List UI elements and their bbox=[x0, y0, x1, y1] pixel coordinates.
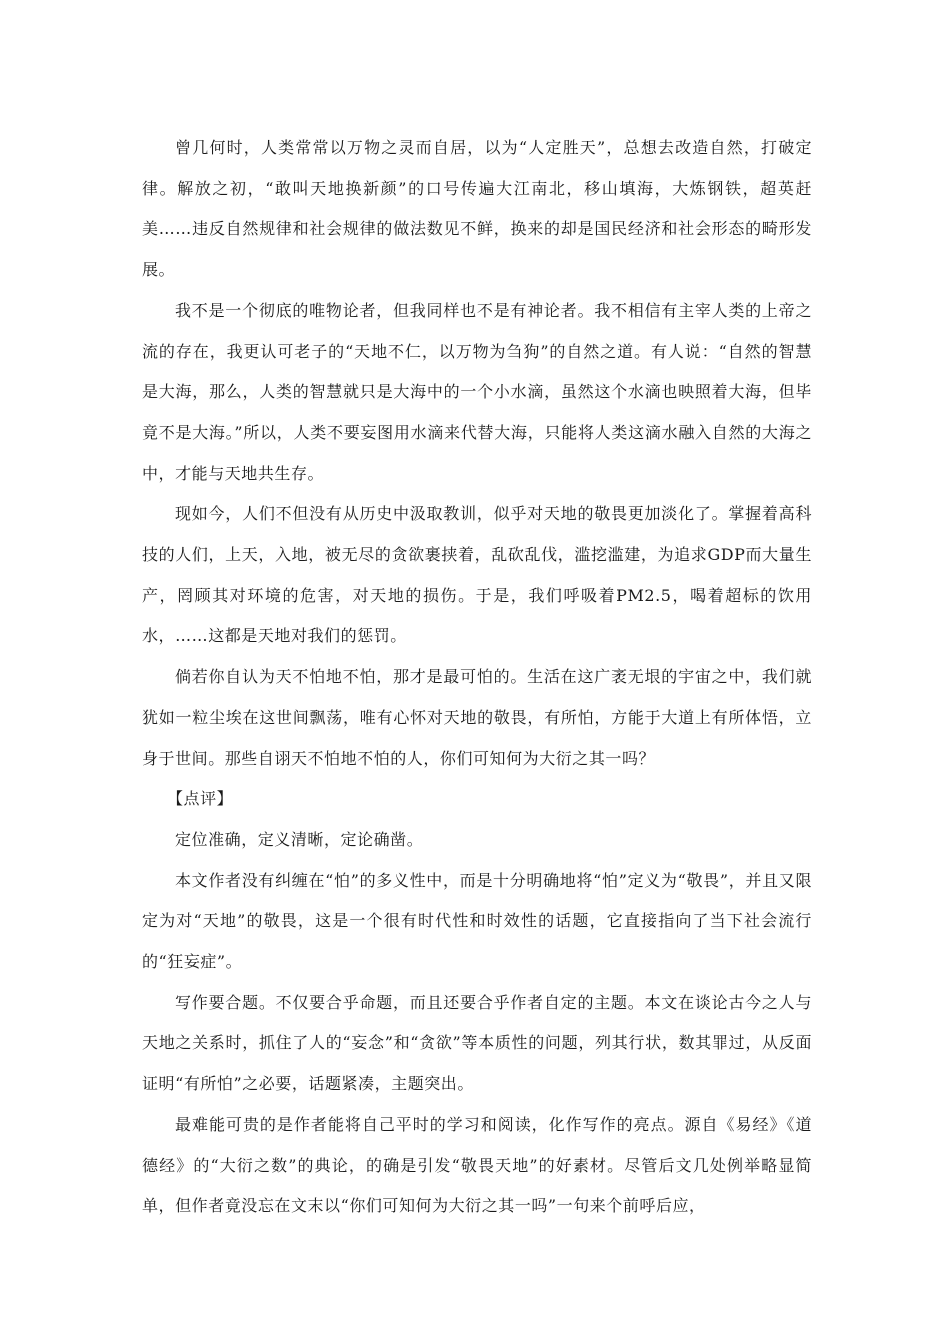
essay-paragraph-3: 现如今，人们不但没有从历史中汲取教训，似乎对天地的敬畏更加淡化了。掌握着高科技的人们，上天，入地，被无尽的贪欲裹挟着，乱砍乱伐，滥挖滥建，为追求GDP而大量生产，罔顾其对环境的危害，对天地的损伤。于是，我们呼吸着PM2.5，喝着超标的饮用水，……这都是天地对我们的惩罚。 bbox=[142, 504, 812, 646]
review-heading: 【点评】 bbox=[167, 789, 234, 809]
essay-paragraph-2: 我不是一个彻底的唯物论者，但我同样也不是有神论者。我不相信有主宰人类的上帝之流的存在，我更认可老子的“天地不仁，以万物为刍狗”的自然之道。有人说：“自然的智慧是大海，那么，人类的智慧就只是大海中的一个小水滴，虽然这个水滴也映照着大海，但毕竟不是大海。”所以，人类不要妄图用水滴来代替大海，只能将人类这滴水融入自然的大海之中，才能与天地共生存。 bbox=[142, 300, 812, 483]
document-body bbox=[142, 128, 812, 1227]
essay-paragraph-1: 曾几何时，人类常常以万物之灵而自居，以为“人定胜天”，总想去改造自然，打破定律。解放之初，“敢叫天地换新颜”的口号传遍大江南北，移山填海，大炼钢铁，超英赶美……违反自然规律和社会规律的做法数见不鲜，换来的却是国民经济和社会形态的畸形发展。 bbox=[142, 138, 812, 280]
review-paragraph-4: 最难能可贵的是作者能将自己平时的学习和阅读，化作写作的亮点。源自《易经》《道德经》的“大衍之数”的典论，的确是引发“敬畏天地”的好素材。尽管后文几处例举略显简单，但作者竟没忘在文末以“你们可知何为大衍之其一吗”一句来个前呼后应， bbox=[142, 1114, 812, 1216]
review-paragraph-1: 定位准确，定义清晰，定论确凿。 bbox=[175, 829, 424, 849]
essay-paragraph-4: 倘若你自认为天不怕地不怕，那才是最可怕的。生活在这广袤无垠的宇宙之中，我们就犹如一粒尘埃在这世间飘荡，唯有心怀对天地的敬畏，有所怕，方能于大道上有所体悟，立身于世间。那些自诩天不怕地不怕的人，你们可知何为大衍之其一吗？ bbox=[142, 667, 812, 768]
review-paragraph-2: 本文作者没有纠缠在“怕”的多义性中，而是十分明确地将“怕”定义为“敬畏”，并且又限定为对“天地”的敬畏，这是一个很有时代性和时效性的话题，它直接指向了当下社会流行的“狂妄症”。 bbox=[142, 870, 812, 972]
review-paragraph-3: 写作要合题。不仅要合乎命题，而且还要合乎作者自定的主题。本文在谈论古今之人与天地之关系时，抓住了人的“妄念”和“贪欲”等本质性的问题，列其行状，数其罪过，从反面证明“有所怕”之必要，话题紧凑，主题突出。 bbox=[142, 992, 812, 1094]
